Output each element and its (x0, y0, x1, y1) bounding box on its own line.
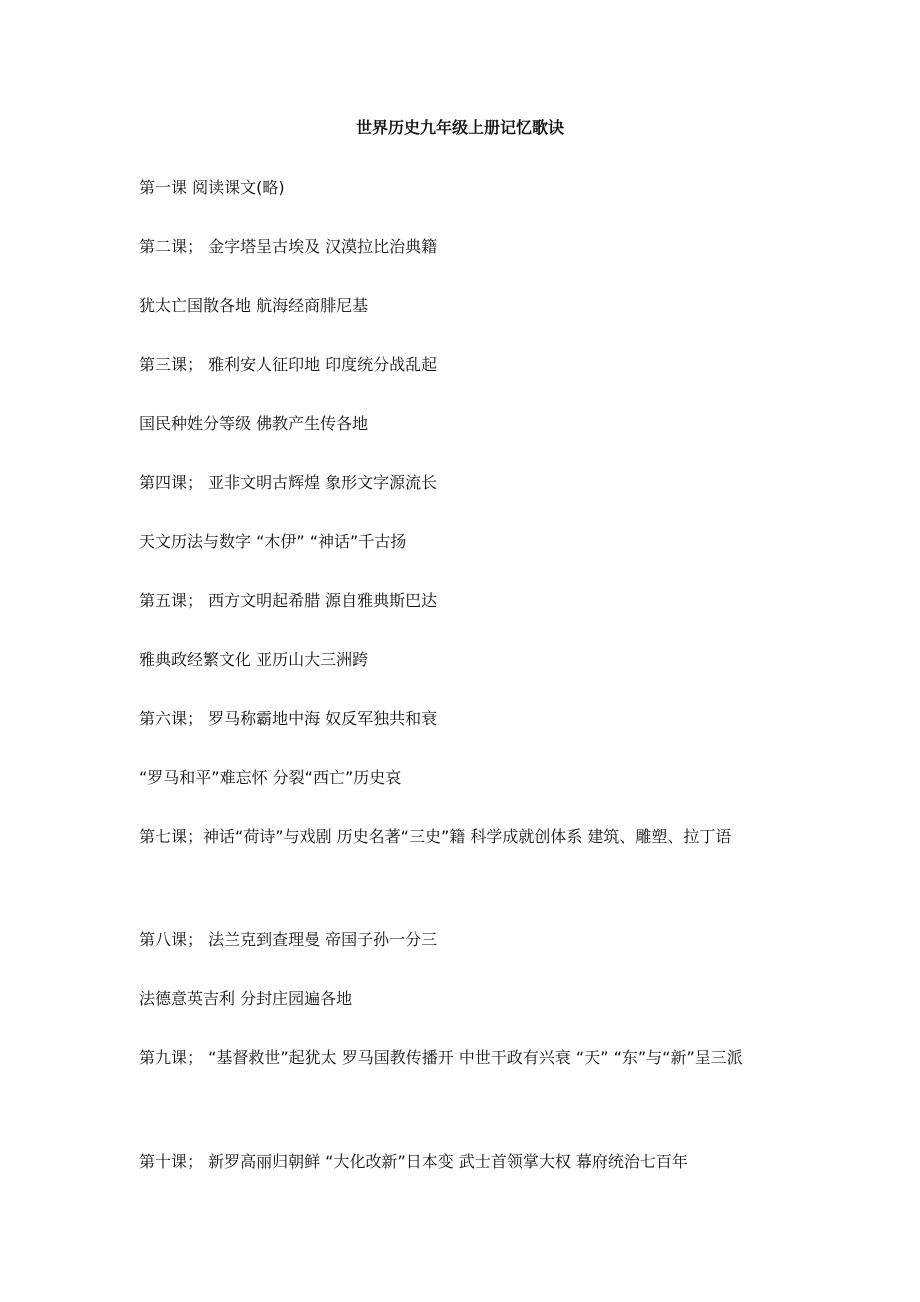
text-line-lesson-9: 第九课； “基督救世”起犹太 罗马国教传播开 中世干政有兴衰 “天” “东”与“新”呈三派 (139, 1048, 743, 1067)
text-line-lesson-4a: 第四课； 亚非文明古辉煌 象形文字源流长 (139, 473, 438, 492)
text-line-lesson-6a: 第六课； 罗马称霸地中海 奴反军独共和衰 (139, 709, 438, 728)
text-line-lesson-7: 第七课；神话“荷诗”与戏剧 历史名著“三史”籍 科学成就创体系 建筑、雕塑、拉丁语 (139, 827, 732, 846)
text-line-lesson-8b: 法德意英吉利 分封庄园遍各地 (139, 989, 353, 1008)
text-line-lesson-5a: 第五课； 西方文明起希腊 源自雅典斯巴达 (139, 591, 438, 610)
text-line-lesson-5b: 雅典政经繁文化 亚历山大三洲跨 (139, 650, 369, 669)
text-line-lesson-10: 第十课； 新罗高丽归朝鲜 “大化改新”日本变 武士首领掌大权 幕府统治七百年 (139, 1152, 688, 1171)
text-line-lesson-4b: 天文历法与数字 “木伊” “神话”千古扬 (139, 532, 407, 551)
document-title: 世界历史九年级上册记忆歌诀 (355, 118, 564, 137)
text-line-lesson-2a: 第二课； 金字塔呈古埃及 汉漠拉比治典籍 (139, 237, 438, 256)
text-line-lesson-1: 第一课 阅读课文(略) (139, 178, 285, 197)
text-line-lesson-3b: 国民种姓分等级 佛教产生传各地 (139, 414, 369, 433)
text-line-lesson-3a: 第三课； 雅利安人征印地 印度统分战乱起 (139, 355, 438, 374)
text-line-lesson-2b: 犹太亡国散各地 航海经商腓尼基 (139, 296, 369, 315)
text-line-lesson-8a: 第八课； 法兰克到查理曼 帝国子孙一分三 (139, 930, 438, 949)
text-line-lesson-6b: “罗马和平”难忘怀 分裂“西亡”历史哀 (139, 768, 402, 787)
